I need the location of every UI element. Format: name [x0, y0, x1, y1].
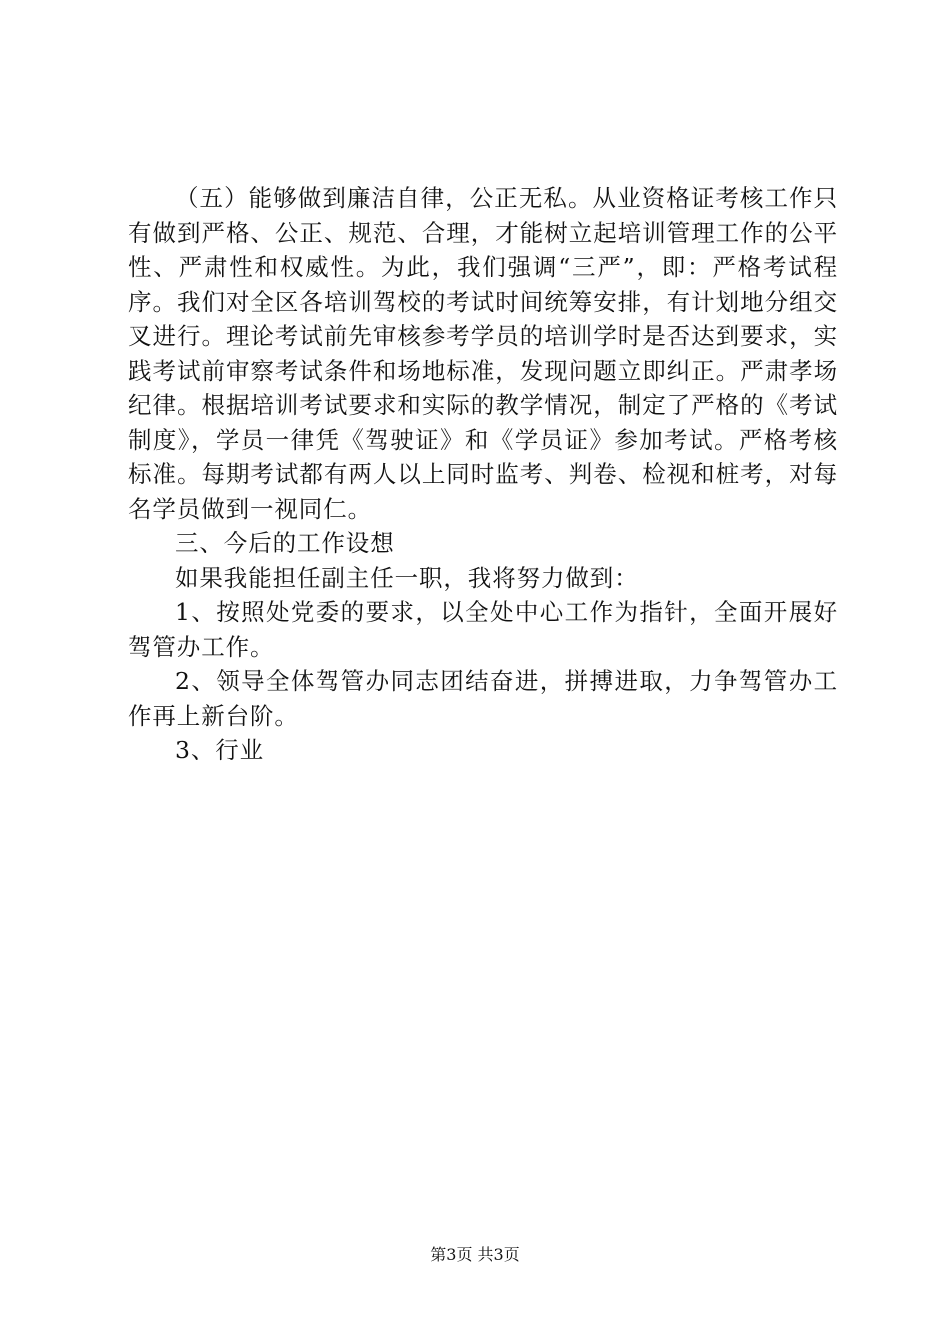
section-heading-future-plans: 三、今后的工作设想 [175, 529, 395, 557]
list-item-3: 3、行业 [175, 736, 265, 764]
paragraph-integrity: （五）能够做到廉洁自律，公正无私。从业资格证考核工作只有做到严格、公正、规范、合理，才能树立起培训管理工作的公平性、严肃性和权威性。为此，我们强调“三严”，即：严格考试程序。我们对全区各培训驾校的考试时间统筹安排，有计划地分组交叉进行。理论考试前先审核参考学员的培训学时是否达到要求，实践考试前审察考试条件和场地标准，发现问题立即纠正。严肃孝场纪律。根据培训考试要求和实际的教学情况，制定了严格的《考试制度》，学员一律凭《驾驶证》和《学员证》参加考试。严格考核标准。每期考试都有两人以上同时监考、判卷、检视和桩考，对每名学员做到一视同仁。 [128, 184, 838, 523]
document-body [128, 181, 838, 768]
list-item-2: 2、领导全体驾管办同志团结奋进，拼搏进取，力争驾管办工作再上新台阶。 [128, 667, 838, 730]
paragraph-intro: 如果我能担任副主任一职，我将努力做到： [175, 563, 639, 592]
page-number-footer: 第3页 共3页 [430, 1245, 520, 1264]
list-item-1: 1、按照处党委的要求，以全处中心工作为指针，全面开展好驾管办工作。 [128, 598, 838, 661]
